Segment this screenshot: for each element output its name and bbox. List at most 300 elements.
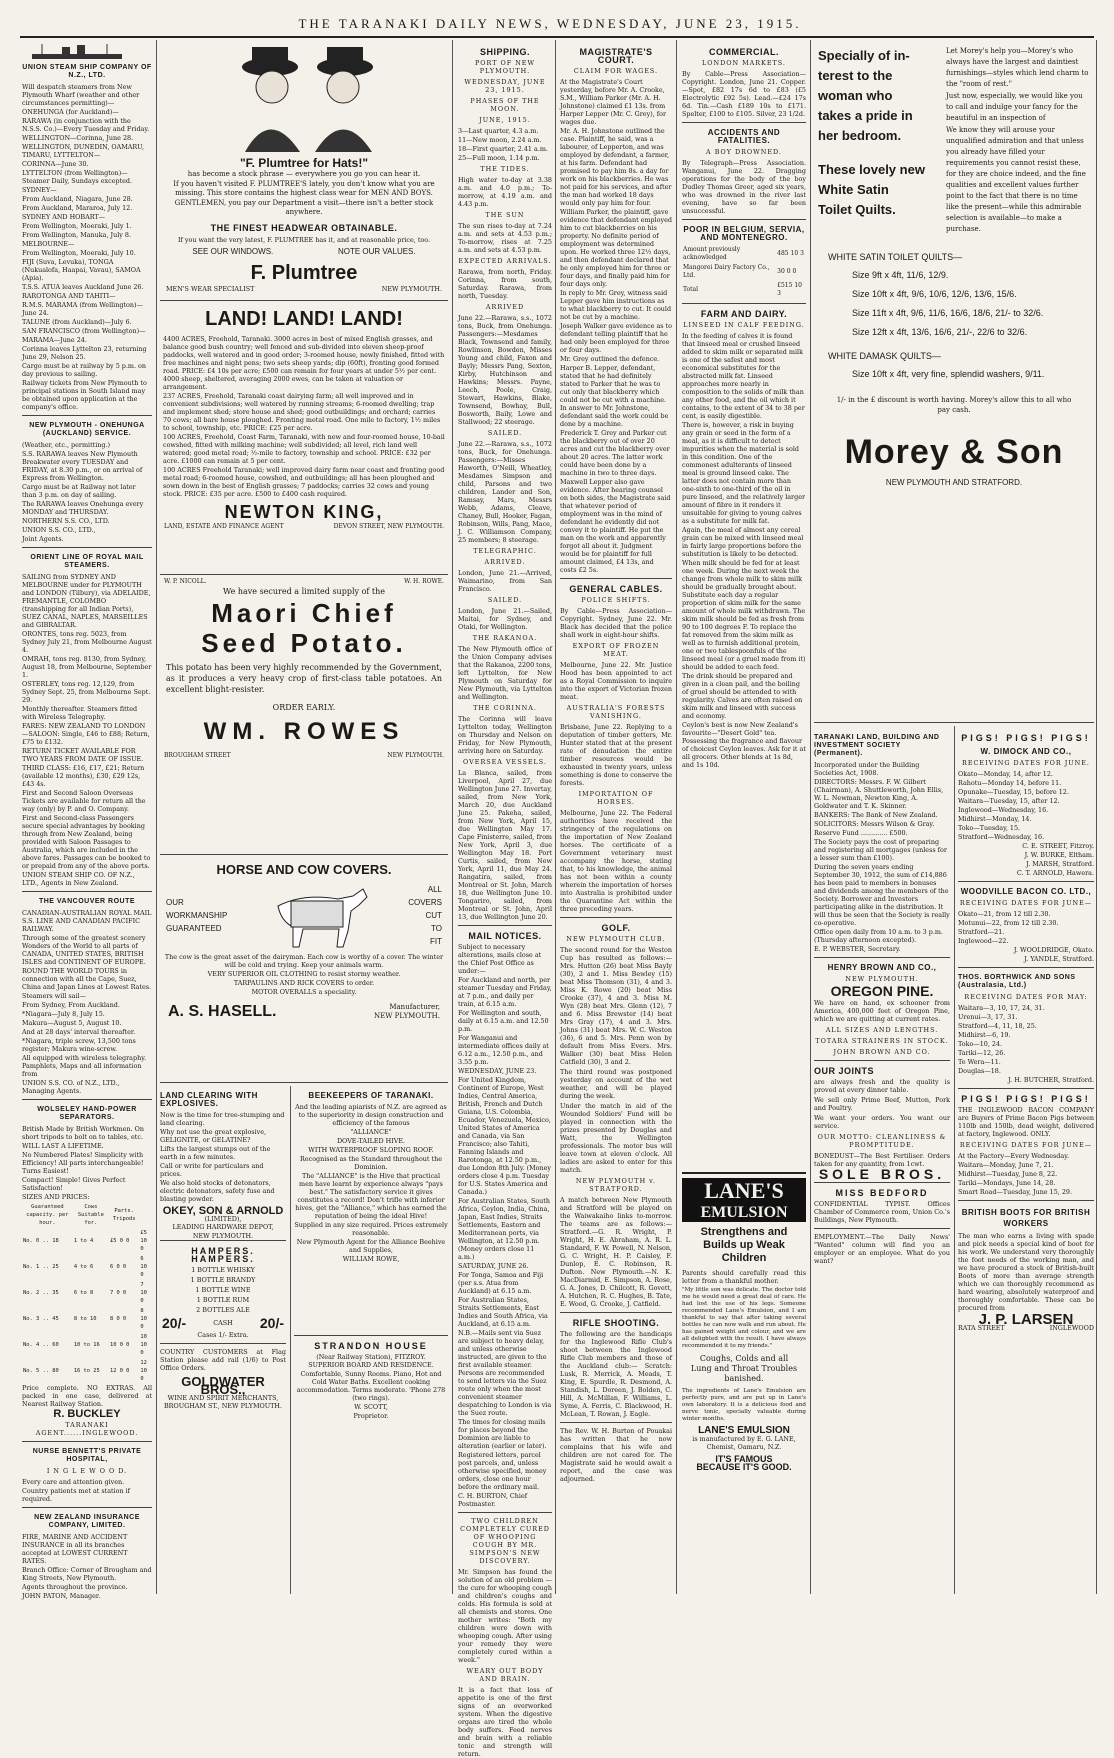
- rowes-town: NEW PLYMOUTH.: [387, 752, 444, 759]
- text-line: LEADING HARDWARE DEPOT,: [172, 1223, 274, 1231]
- text-line: TARPAULINS AND RICK COVERS to order.: [233, 979, 375, 987]
- text-line: Country patients met at station if required.: [22, 1487, 131, 1503]
- morey-left-3: woman who: [818, 88, 893, 103]
- table-cell: No. 3 .. 45: [23, 1316, 59, 1322]
- sole-name: SOLE BROS.: [818, 1166, 946, 1182]
- text-line: Toko—Tuesday, 15.: [958, 824, 1021, 832]
- steamship-icon: [22, 42, 152, 62]
- rifle-text: The following are the handicaps for the Inglewood Rifle Club's shoot between the Inglewood Rifle Club members and those of the Auckland club:— Scratch: Lusk, R. Merrick, A. Meads, T. King, E. Spurdle, R. Desmond, A. Standish, L. Doreen, J. Bolden, C. Hill, A. McMillan, F. Williams, L. Syme, A. Ferris, C. Blackwood, H. McLean, T. Rowan, J. Eagle.: [560, 1330, 672, 1418]
- morey-name: Morey & Son: [844, 433, 1064, 471]
- cable-text: Melbourne, June 22. Mr. Justice Hood has been appointed to act as a Royal Commission to inquire into the export of Victorian frozen meat.: [560, 661, 672, 701]
- court-heading: MAGISTRATE'S COURT.: [579, 47, 653, 65]
- text-line: Reserve Fund ............. £500.: [814, 829, 908, 837]
- table-header-cell: Guaranteed capacity. per hour.: [26, 1204, 69, 1226]
- text-line: BANKERS: The Bank of New Zealand.: [814, 811, 938, 819]
- text-line: Office open daily from 10 a.m. to 3 p.m. (Thursday afternoon excepted).: [814, 928, 943, 944]
- port-date: WEDNESDAY, JUNE 23, 1915.: [464, 78, 546, 94]
- larsen-name: J. P. LARSEN: [978, 1311, 1074, 1328]
- borthwick-agent: J. H. BUTCHER, Stratford.: [1008, 1076, 1094, 1084]
- lanes-footer-name: LANE'S EMULSION: [698, 1425, 790, 1436]
- john-brown: JOHN BROWN AND CO.: [833, 1048, 931, 1056]
- pigs-heading-2: PIGS! PIGS! PIGS!: [961, 1094, 1091, 1104]
- table-row: [682, 281, 806, 299]
- text-line: The cow is the great asset of the dairyman. Each cow is worthy of a cover. The winter will be cold and trying. Keep your animals warm.: [164, 953, 444, 969]
- morey-quilts-heading: WHITE SATIN TOILET QUILTS—: [828, 252, 963, 262]
- text-line: Mr. A. H. Johnstone outlined the case. Plaintiff, he said, was a labourer, of Lepperton, and was employed by defendant, a farmer, at his farm. Defendant had promised to pay him 8s. a day for work on his blackberries. He was not paid for his services, and after the man had worked 18 days would only pay him for four.: [560, 127, 672, 207]
- tele-arrived-text: London, June 21.—Arrived, Waimarino, from San Francisco.: [458, 569, 552, 593]
- lanes-emulsion: EMULSION: [700, 1204, 788, 1221]
- text-line: "ALLIANCE": [350, 1128, 392, 1136]
- arrived-text: June 22.—Rarawa, s.s., 1072 tons, Buck, from Onehunga. Passengers:—Mesdames Black, Townsend and family, Rowlinson, Bowden, Misses Young and child, Faxon and Bayly; Messrs Pang, Sexton, Kirby, Hutchinson and Hawkins; Messrs. Payne, Leech, Poole, Craig, Stewart, Hawkins, Blake, Townsend, Bowhay, Bull, Bosworth, Baily, Lowe and Stallwood; 22 steerage.: [458, 314, 552, 426]
- text-line: JOHN PATON, Manager.: [22, 1592, 101, 1600]
- rowes-right-name: W. H. ROWE.: [404, 578, 444, 585]
- woodville-dates: [958, 910, 1094, 945]
- dimock-agents: [958, 842, 1094, 877]
- column-rule: [452, 40, 453, 1594]
- text-line: For Australian States, Straits Settlements, East Indies and South Africa, via Auckland, at 6.15 a.m.: [458, 1296, 548, 1328]
- text-line: 25—Full moon, 1.14 p.m.: [458, 154, 540, 162]
- sole-text: BONEDUST—The Best Fertiliser. Orders taken for any quantity, from 1cwt.: [814, 1152, 950, 1168]
- text-line: MELBOURNE—: [22, 240, 75, 248]
- rowes-seed-potato: Seed Potato.: [201, 628, 407, 658]
- table-cell: 12 0 0: [109, 1368, 130, 1374]
- table-cell: No. 5 .. 80: [23, 1368, 59, 1374]
- rowes-order: ORDER EARLY.: [272, 703, 336, 712]
- text-line: Will despatch steamers from New Plymouth Wharf (weather and other circumstances permitting)—: [22, 83, 140, 107]
- plumtree-headline: "F. Plumtree for Hats!": [239, 156, 369, 170]
- text-line: 1 BOTTLE BRANDY: [190, 1276, 256, 1284]
- text-line: 11—New moon, 2.24 a.m.: [458, 136, 542, 144]
- poor-table-body: [682, 245, 806, 299]
- cable-heading: EXPORT OF FROZEN MEAT.: [572, 642, 660, 658]
- table-cell: No. 1 .. 25: [23, 1264, 59, 1270]
- sun-heading: THE SUN: [485, 211, 525, 219]
- text-line: Stratford—4, 11, 18, 25.: [958, 1022, 1037, 1030]
- ibc-sub: RECEIVING DATES FOR JUNE—: [959, 1141, 1093, 1149]
- text-line: Okato—21, from 12 till 2.30.: [958, 910, 1051, 918]
- table-cell: No. 4 .. 60: [23, 1342, 59, 1348]
- text-line: Compact! Simple! Gives Perfect Satisfaction!: [22, 1176, 126, 1192]
- text-line: WILL LAST A LIFETIME.: [22, 1142, 104, 1150]
- text-line: Te Wera—11.: [958, 1058, 1001, 1066]
- text-line: Inglewood—22.: [958, 937, 1009, 945]
- text-line: Again, the meal of almost any cereal grain can be mixed with linseed meal in fairly large proportions before the substitution is likely to be detected.: [682, 526, 804, 558]
- borthwick-sub: RECEIVING DATES FOR MAY:: [964, 993, 1088, 1001]
- text-line: Comfortable, Sunny Rooms. Piano, Hot and Cold Water Baths. Excellent cooking accommodation. Terms moderate. 'Phone 278 (two rings).: [296, 1370, 446, 1402]
- okey-sub: (LIMITED),: [204, 1215, 242, 1223]
- cable-text: By Cable—Press Association—Copyright. Sydney, June 22. Mr. Black has decided that the police shall work in eight-hour shifts.: [560, 607, 672, 639]
- phases-heading: PHASES OF THE MOON.: [470, 97, 540, 113]
- text-line: S.S. RARAWA leaves New Plymouth Breakwater every TUESDAY and FRIDAY, at 8.30 p.m., or on arrival of Express from Wellington.: [22, 450, 143, 482]
- table-cell: Amount previously acknowledged: [683, 246, 741, 261]
- table-cell: £5 10 0: [140, 1230, 147, 1252]
- cable-heading: AUSTRALIA'S FORESTS VANISHING.: [566, 704, 666, 720]
- accidents-heading: ACCIDENTS AND FATALITIES.: [707, 128, 781, 145]
- text-line: Toko—10, 24.: [958, 1040, 1003, 1048]
- text-line: Lifts the largest stumps out of the earth in a few minutes.: [160, 1145, 271, 1161]
- text-line: NORTHERN S.S. CO., LTD.: [22, 517, 110, 525]
- tele-arrived-heading: ARRIVED.: [484, 558, 526, 566]
- text-line: (Weather, etc., permitting.): [22, 441, 110, 449]
- text-line: Ceylon's best is now New Zealand's favourite—"Desert Gold" tea. Possessing the fragrance and flavour of choicest Ceylon leaves. Ask for it at all grocers. Other blends at 1s 8d, and 1s 10d.: [682, 721, 806, 769]
- text-line: MOTOR OVERALLS a speciality.: [251, 988, 357, 996]
- golf-text-4: A match between New Plymouth and Stratford will be played on the Waiwakaiho links to-morrow. The teams are as follows:— Stratford.—G. R. Wright, P. Wright, H. E. Abraham, A. R. L. Standard, F. W. Powell, N. Nelson, G. C. Wright, H. P. Caisley, F. Dunlop, E. C. Robinson, R. Dufton. New Plymouth.—N. K. MacDiarmid, E. Simpson, A. Rose, G. A. Jones, D. Chilcott, R. Govett, A. Hutchen, R. C. Hughes, B. Tate, E. Wood, G. Crooke, J. Catfield.: [560, 1196, 672, 1308]
- woodville-name: WOODVILLE BACON CO. LTD.,: [960, 887, 1092, 896]
- column-court-cables: [560, 42, 672, 1592]
- text-line: Registered letters, parcel post parcels, and, unless otherwise specified, money orders, close one hour before the ordinary mail.: [458, 1451, 547, 1491]
- text-line: Mr. Grey outlined the defence.: [560, 355, 660, 363]
- okey-name: OKEY, SON & ARNOLD: [162, 1205, 284, 1217]
- farm-heading: FARM AND DAIRY.: [700, 309, 788, 319]
- phases-list: [458, 127, 552, 162]
- hampers-heading: HAMPERS. HAMPERS.: [191, 1246, 255, 1264]
- text-line: *Niagara—July 8, July 15.: [22, 1010, 105, 1018]
- clearing-list: [160, 1111, 286, 1203]
- text-line: The RARAWA leaves Onehunga every MONDAY and THURSDAY.: [22, 500, 144, 516]
- column-pigs-ads: [958, 728, 1094, 1592]
- text-line: Proprietor.: [353, 1412, 389, 1420]
- text-line: Makura—August 5, August 10.: [22, 1019, 122, 1027]
- text-line: New Plymouth Agent for the Alliance Beehive and Supplies,: [296, 1238, 446, 1254]
- rakanoa-heading: THE RAKANOA.: [472, 634, 538, 642]
- table-cell: 485 10 3: [777, 250, 804, 257]
- text-line: We also hold stocks of detonators, electric detonators, safety fuse and blasting powder.: [160, 1179, 275, 1203]
- text-line: E. P. WEBSTER, Secretary.: [814, 945, 901, 953]
- table-row: [22, 1332, 152, 1358]
- text-line: Now is the time for tree-stumping and land clearing.: [160, 1111, 285, 1127]
- lanes-famous-2: BECAUSE IT'S GOOD.: [696, 1462, 792, 1472]
- text-line: OUR: [166, 897, 184, 907]
- text-line: Stratford—Wednesday, 16.: [958, 833, 1045, 841]
- text-line: has become a stock phrase — everywhere you go you can hear it.: [187, 170, 421, 178]
- nurse-list: [22, 1478, 152, 1503]
- text-line: Cargo must be at railway by 5 p.m. on day previous to sailing.: [22, 362, 147, 378]
- text-line: Harper B. Lepper, defendant, stated that he had definitely stated to Parker that he was to cut only that blackberry which could not be cut with a machine. In answer to Mr. Johnstone, defendant said the work could be done by a machine.: [560, 364, 669, 428]
- golf-sub: NEW PLYMOUTH CLUB.: [566, 935, 666, 943]
- text-line: *Niagara, triple screw, 13,500 tons register; Makura wine-screw.: [22, 1037, 136, 1053]
- text-line: 1 BOTTLE WINE: [195, 1286, 251, 1294]
- ibc-dates: [958, 1152, 1094, 1196]
- column-rule: [290, 1086, 291, 1594]
- text-line: Subject to necessary alterations, mails close at the Chief Post Office as under:—: [458, 943, 542, 975]
- lanes-coughs-1: Coughs, Colds and all: [699, 1354, 789, 1363]
- text-line: RARAWA (in conjunction with the N.S.S. Co.)—Every Tuesday and Friday.: [22, 117, 150, 133]
- boy-heading: A BOY DROWNED.: [706, 148, 782, 156]
- lanes-coughs-2: Lung and Throat Troubles: [690, 1364, 798, 1373]
- text-line: MARAMA—June 24.: [22, 336, 87, 344]
- text-line: Smart Road—Tuesday, June 15, 29.: [958, 1188, 1072, 1196]
- rowes-body: This potato has been very highly recommended by the Government, as it produces a very heavy crop of first-class table potatoes. An excellent blight-resister.: [166, 663, 442, 694]
- text-line: J. WOOLDRIDGE, Okato.: [1013, 946, 1094, 954]
- bee-heading: BEEKEEPERS OF TARANAKI.: [308, 1091, 434, 1100]
- larsen-town: INGLEWOOD: [1049, 1324, 1094, 1332]
- bedford-name: MISS BEDFORD: [835, 1188, 929, 1198]
- morey-left-2: terest to the: [818, 68, 893, 83]
- golf-text-3: Under the match in aid of the Wounded Soldiers' Fund will be played in connection with the prizes presented by Douglas and Watt, the Wellington professionals. The motor bus will leave town at eleven o'clock. All ladies are asked to enter for this match.: [560, 1102, 672, 1174]
- table-cell: 12 10 0: [140, 1360, 147, 1382]
- text-line: Through some of the greatest scenery Wonders of the World to all parts of CANADA, UNITED STATES, BRITISH ISLES and CONTINENT OF EUROPE.: [22, 934, 146, 966]
- linseed-heading: LINSEED IN CALF FEEDING.: [683, 321, 805, 329]
- column-rule: [555, 40, 556, 1594]
- text-line: From Wellington, Moeraki, July 10.: [22, 249, 136, 257]
- text-line: British Made by British Workmen. On short tripods to bolt on to tables, etc.: [22, 1125, 144, 1141]
- corinna-text: The Corinna will leave Lyttelton today, Wellington on Thursday and Nelson on Friday, for New Plymouth, arriving here on Saturday.: [458, 715, 552, 755]
- dimock-sub: RECEIVING DATES FOR JUNE.: [962, 759, 1090, 767]
- masthead: THE TARANAKI DAILY NEWS, WEDNESDAY, JUNE 23, 1915.: [298, 16, 802, 31]
- text-line: 2 BOTTLES ALE: [196, 1306, 250, 1314]
- text-line: Every care and attention given.: [22, 1478, 125, 1486]
- text-line: From Wellington, Moeraki, July 1.: [22, 222, 132, 230]
- arrived-heading: ARRIVED: [485, 303, 525, 311]
- telegraphic-heading: TELEGRAPHIC.: [473, 547, 537, 555]
- rifle-heading: RIFLE SHOOTING.: [572, 1318, 660, 1328]
- text-line: Tariki—12, 26.: [958, 1049, 1006, 1057]
- cables-heading: GENERAL CABLES.: [569, 584, 663, 594]
- nurse-town: I N G L E W O O D.: [46, 1467, 128, 1475]
- table-row: [22, 1306, 152, 1332]
- joints-heading: OUR JOINTS: [814, 1066, 875, 1076]
- morey-right-copy: [942, 42, 1094, 240]
- hampers-price-right: 20/-: [259, 1315, 284, 1331]
- text-line: ALL: [427, 884, 442, 894]
- pigs-heading: PIGS! PIGS! PIGS!: [961, 733, 1091, 743]
- text-line: Stratford—21.: [958, 928, 1005, 936]
- plumtree-name: F. Plumtree: [250, 262, 358, 284]
- text-line: Supplied in any size required. Prices extremely reasonable.: [294, 1221, 448, 1237]
- whooping-heading: TWO CHILDREN COMPLETELY CURED OF WHOOPING COUGH BY MR. SIMPSON'S NEW DISCOVERY.: [460, 1517, 550, 1565]
- morey-damask-heading: WHITE DAMASK QUILTS—: [828, 351, 941, 361]
- column-shipping-news: [458, 42, 553, 1758]
- oregon-text: We have on hand, ex schooner from America, 400,000 feet of Oregon Pine, which we are quitting at current rates.: [814, 999, 950, 1023]
- text-line: If you haven't visited F. PLUMTREE'S lately, you don't know what you are missing. This store contains the highest class wear for MEN AND BOYS.: [173, 180, 435, 197]
- strandon-sub: (Near Railway Station), FITZROY.: [316, 1353, 426, 1361]
- text-line: UNION STEAM SHIP CO. OF N.Z., LTD., Agents in New Zealand.: [22, 871, 135, 887]
- table-cell: 30 0 0: [777, 268, 797, 275]
- land-clearing-advert: [160, 1086, 286, 1240]
- text-line: Joint Agents.: [22, 535, 64, 543]
- hasell-town: NEW PLYMOUTH.: [374, 1012, 440, 1020]
- text-line: William Parker, the plaintiff, gave evidence that defendant employed him to cut blackberries on his property. No definite period of employment was determined upon. He worked three 12½ days, and then defendant declared that he only employed him for three or four days, and finally paid him for four days only.: [560, 208, 672, 288]
- text-line: 1 BOTTLE RUM: [196, 1296, 250, 1304]
- text-line: DIRECTORS: Messrs. F. W. Gilbert (Chairman), A. Shuttleworth, John Ellis, W. L. Newman, Newton King, A. Goldwater and T. K. Skinner.: [814, 778, 944, 810]
- column-rule: [156, 40, 157, 1594]
- phases-sub: JUNE, 1915.: [479, 116, 531, 124]
- text-line: 100 ACRES Freehold Taranaki; well improved dairy farm near coast and fronting good metal road; 6-roomed house, cowshed, and outbuildings; all has been ploughed and sown down in the best of English grasses; 7 paddocks; carries 32 cows and young stock. PRICE: £35 per acre. £500 to £400 cash required.: [163, 466, 445, 498]
- morey-town: NEW PLYMOUTH AND STRATFORD.: [885, 478, 1023, 487]
- goldwater-sub: WINE AND SPIRIT MERCHANTS,: [167, 1394, 279, 1402]
- text-line: WORKMANSHIP: [166, 910, 228, 920]
- text-line: Waitara—Tuesday, 15, after 12.: [958, 797, 1060, 805]
- text-line: FIJI (Suva, Levuka), TONGA (Nukualofa, Haapai, Vavau), SAMOA (Apia).: [22, 258, 141, 282]
- text-line: Frederick T. Grey and Parker cut the blackberry out of over 20 acres and cut the blackberry over about 20 acres. The latter work could have been done by a machine in two to three days.: [560, 429, 670, 477]
- sun-text: The sun rises to-day at 7.24 a.m. and sets at 4.53 p.m.; To-morrow, rises at 7.25 a.m. and sets at 4.53 p.m.: [458, 222, 552, 254]
- text-line: Just now, especially, we would like you to call and indulge your fancy for the beautiful in an inspection of: [946, 92, 1083, 122]
- text-line: Tariki—Mondays, June 14, 28.: [958, 1179, 1056, 1187]
- table-cell: 10 0 0: [109, 1342, 130, 1348]
- table-cell: 1 to 4: [73, 1238, 94, 1244]
- bee-list: [294, 1103, 448, 1263]
- text-line: When milk should be fed for at least one week. During the next week the change from whole milk to skim milk should be gradually brought about. Substitute each day a regular proportion of skim milk for the same amount of whole milk withdrawn. The skim milk should be fed as fresh from 90 to 100 degrees F. To replace the fat removed from the skim milk as well as to furnish additional protein, one or two tablespoonfuls of the linseed meal (or a gruel made from it) should be added to each feed.: [682, 559, 806, 671]
- text-line: DOVE-TAILED HIVE.: [336, 1137, 406, 1145]
- text-line: C. H. BURTON, Chief Postmaster.: [458, 1492, 528, 1508]
- strandon-heading: STRANDON HOUSE: [314, 1341, 428, 1351]
- text-line: FARES: NEW ZEALAND TO LONDON —SALOON: Single, £46 to £88; Return, £75 to £132.: [22, 722, 150, 746]
- cable-heading: IMPORTATION OF HORSES.: [578, 790, 654, 806]
- text-line: WEDNESDAY, JUNE 23.: [458, 1067, 537, 1075]
- golf-text-2: The third round was postponed yesterday on account of the wet weather, and will be played during the week.: [560, 1068, 672, 1100]
- golf-text: The second round for the Weston Cup has resulted as follows:— Mrs. Hutton (26) beat Miss Bayly (30), 2 and 1. Miss Bewley (15) beat Miss Thomson (31), 4 and 3. Miss K. Rowe (20) beat Miss Crooke (37), 4 and 3. Miss M. Wyn (28) beat Mrs. Glenn (12), 7 and 6. Miss Brewster (14) beat Mrs Gray (17), 4 and 3. Mrs. Johns (31) beat Mrs. W. C. Weston (36), 6 and 5. Mrs. Penn won by default from Miss Evers. Mrs. Walker (30) beat Miss Helen Catfield (30), 3 and 2.: [560, 946, 672, 1066]
- lanes-ingredients: The ingredients of Lane's Emulsion are perfectly pure, and are put up in Lane's own laboratory. It is a delicious food and nerve tonic, specially valuable during winter months.: [682, 1388, 806, 1422]
- morey-left-8: Toilet Quilts.: [818, 202, 896, 217]
- land-headline: LAND! LAND! LAND!: [205, 308, 403, 330]
- text-line: WELLINGTON—Corinna, June 28.: [22, 134, 134, 142]
- court-paras: [560, 78, 672, 574]
- text-line: C. T. ARNOLD, Hawera.: [1016, 869, 1094, 877]
- newton-king-land-advert: [160, 304, 448, 575]
- morey-discount: 1/- in the £ discount is worth having. Morey's allow this to all who pay cash.: [836, 396, 1072, 414]
- tides-text: High water to-day at 3.38 a.m. and 4.0 p.m.; To-morrow, at 4.19 a.m. and 4.43 p.m.: [458, 176, 552, 208]
- table-row: [22, 1254, 152, 1280]
- text-line: Inglewood—Wednesday, 16.: [958, 806, 1049, 814]
- masthead-rule: [20, 36, 1094, 38]
- vancouver-heading: THE VANCOUVER ROUTE: [38, 898, 136, 905]
- larsen-street: RATA STREET: [958, 1324, 1005, 1332]
- text-line: WITH WATERPROOF SLOPING ROOF.: [308, 1146, 434, 1154]
- court-sub: CLAIM FOR WAGES.: [573, 67, 659, 75]
- whooping-text: Mr. Simpson has found the solution of an old problem — the cure for whooping cough and children's coughs and colds. His formula is sold at all chemists and stores. One mother writes: "Both my children were down with whooping cough. After using your remedy they were completely cured within a week.": [458, 1568, 552, 1664]
- text-line: And at 28 days' interval thereafter.: [22, 1028, 136, 1036]
- rakanoa-text: The New Plymouth office of the Union Company advises that the Rakanoa, 2200 tons, left Lyttelton, for New Plymouth on Saturday for New Plymouth, via Lyttelton and Wellington.: [458, 645, 553, 701]
- separator-heading: WOLSELEY HAND-POWER SEPARATORS.: [37, 1106, 137, 1121]
- text-line: 237 ACRES, Freehold, Taranaki coast dairying farm; all well improved and in convenient subdivisions; well watered by running streams; 6-roomed dwelling; trap and implement shed; store house and shed; good outbuildings; and orchard; carries 70 cows; all bare house ploughed. Fronting metal road. One mile to factory, 1½ miles to school, township, etc. PRICE: £25 per acre.: [163, 392, 441, 432]
- separator-tail: Price complete. NO EXTRAS. All packed in one case, delivered at Nearest Railway Station.: [22, 1384, 152, 1408]
- text-line: Joseph Walker gave evidence as to defendant telling plaintiff that he had only been employed for three or four days.: [560, 322, 672, 354]
- henry-brown-town: NEW PLYMOUTH.: [845, 975, 919, 983]
- poor-heading: POOR IN BELGIUM, SERVIA, AND MONTENEGRO.: [683, 225, 805, 242]
- table-row: [682, 263, 806, 281]
- column-rule: [676, 40, 677, 1594]
- text-line: VERY SUPERIOR OIL CLOTHING to resist stormy weather.: [207, 970, 401, 978]
- text-line: UNION S.S. CO., LTD.,: [22, 526, 96, 534]
- table-cell: £5 0 0: [109, 1238, 130, 1244]
- text-line: SYDNEY AND HOBART—: [22, 213, 106, 221]
- rowes-name: WM. ROWES: [203, 718, 405, 745]
- hasell-left-words: [166, 897, 227, 936]
- text-line: SATURDAY, JUNE 26.: [458, 1262, 529, 1270]
- plumtree-town: NEW PLYMOUTH.: [381, 285, 442, 293]
- mail-heading: MAIL NOTICES.: [468, 931, 542, 941]
- morey-quilts-advert: [814, 42, 1094, 723]
- woodville-agents: [958, 946, 1094, 963]
- text-line: From Sydney, From Auckland.: [22, 1001, 120, 1009]
- text-line: Railway tickets from New Plymouth to principal stations in South Island may be obtained upon application at the company's office.: [22, 379, 147, 411]
- markets-text: By Cable—Press Association—Copyright. London, June 21. Copper.—Spot, £82 17s 6d to £83 (£5 Electrolytic £92 5s). Lead.—£24 17s 6d. Tin.—Cash £189 10s to £171. Spelter, £100 to £105. Silver, 23 1/2d.: [682, 70, 806, 118]
- text-line: Steamers will sail—: [22, 992, 86, 1000]
- usc-list: [22, 83, 152, 411]
- cables-list: [560, 596, 672, 913]
- table-cell: 4 to 6: [73, 1264, 94, 1270]
- text-line: RAROTONGA AND TAHITI—: [22, 292, 116, 300]
- text-line: Monthly thereafter. Steamers fitted with Wireless Telegraphy.: [22, 705, 138, 721]
- text-line: For Tonga, Samoa and Fiji (per s.s. Atua from Auckland) at 6.15 a.m.: [458, 1271, 544, 1295]
- tlb-list: [814, 761, 950, 953]
- text-line: Urenui—3, 17, 31.: [958, 1013, 1018, 1021]
- text-line: Size 9ft x 4ft, 11/6, 12/9.: [852, 270, 949, 280]
- joints-motto: OUR MOTTO: CLEANLINESS & PROMPTITUDE.: [817, 1133, 947, 1149]
- text-line: From Auckland, Mararoa, July 12.: [22, 204, 133, 212]
- lanes-coughs-3: banished.: [724, 1374, 764, 1383]
- joints-text: are always fresh and the quality is proved at every dinner table.: [814, 1078, 950, 1094]
- lanes-small: Parents should carefully read this letter from a thankful mother.: [682, 1269, 806, 1285]
- mail-list: [458, 943, 552, 1508]
- dimock-dates: [958, 770, 1094, 841]
- weary-heading: WEARY OUT BODY AND BRAIN.: [466, 1667, 544, 1683]
- text-line: Cargo must be at Railway not later than 3 p.m. on day of sailing.: [22, 483, 136, 499]
- text-line: And the leading apiarists of N.Z. are agreed as to the superiority in design construction and efficiency of the famous: [295, 1103, 447, 1127]
- table-header-row: [22, 1202, 152, 1228]
- text-line: First and Second Saloon Overseas Tickets are available for return all the way (only) by P. and O. Company.: [22, 789, 146, 813]
- cable-heading: POLICE SHIFTS.: [581, 596, 651, 604]
- text-line: N.B.—Mails sent via Suez are subject to heavy delay, and unless otherwise instructed, are given to the first available steamer. Persons are recommended to send letters via the Suez route only when the most convenient steamer despatching to London is via the Suez route.: [458, 1329, 552, 1417]
- morey-left-4: takes a pride in: [818, 108, 913, 123]
- text-line: CORINNA—June 30.: [22, 160, 89, 168]
- table-header-cell: Cows Suitable for.: [77, 1204, 104, 1226]
- okey-lines: [160, 1223, 286, 1240]
- text-line: 100 ACRES, Freehold, Coast Farm, Taranaki, with new and four-roomed house, 10-bail cowshed, fitted with milking machine; well subdivided; all level, rich land well watered; good metal road; ½-mile to factory, township and school. PRICE: £32 per acre. £1000 can remain at 5 per cent.: [163, 433, 445, 465]
- table-row: [22, 1280, 152, 1306]
- plumtree-copy: [160, 170, 448, 217]
- morey-sizes: [828, 266, 1080, 341]
- text-line: ROUND THE WORLD TOURS in connection with all the Cape, Suez, China and Japan Lines at Lowest Rates.: [22, 967, 152, 991]
- text-line: Size 12ft x 4ft, 13/6, 16/6, 21/-, 22/6 to 32/6.: [852, 327, 1028, 337]
- text-line: The times for closing mails for places beyond the Dominion are liable to alteration (earlier or later).: [458, 1418, 547, 1450]
- golf-sub-2: NEW PLYMOUTH v. STRATFORD.: [575, 1177, 657, 1193]
- text-line: Motunui—22, from 12 till 2.30.: [958, 919, 1059, 927]
- covered-horse-illustration: [263, 881, 373, 951]
- port-heading: PORT OF NEW PLYMOUTH.: [474, 59, 536, 75]
- sailed-heading: SAILED.: [487, 429, 523, 437]
- poor-fund-table: [682, 245, 806, 299]
- tlb-heading: TARANAKI LAND, BUILDING AND INVESTMENT SOCIETY (Permanent).: [814, 734, 940, 757]
- text-line: R.M.S. MARAMA (from Wellington)—June 24.: [22, 301, 143, 317]
- text-line: J. W. BURKE, Eltham.: [1024, 851, 1094, 859]
- text-line: OSTERLEY, tons reg. 12,129, from Sydney Sept. 25, from Melbourne Sept. 29.: [22, 680, 151, 704]
- plumtree-values: NOTE OUR VALUES.: [337, 247, 416, 256]
- text-line: COVERS: [408, 897, 442, 907]
- lanes-letter: "My little son was delicate. The doctor told me he would need a great deal of care. He had lost the use of his legs. Someone recommended Lane's Emulsion, and I am thankful to say that after taking several bottles he can now walk and run about. He has gained weight and colour, and we are all delighted with the result. I have always recommended it to my friends.": [682, 1287, 806, 1349]
- hampers-price-left: 20/-: [162, 1315, 187, 1331]
- hasell-body: [160, 951, 448, 999]
- tides-heading: THE TIDES.: [480, 165, 530, 173]
- clearing-heading: LAND CLEARING WITH EXPLOSIVES.: [160, 1091, 258, 1108]
- text-line: W. SCOTT,: [354, 1403, 388, 1411]
- table-row: [22, 1228, 152, 1254]
- text-line: UNION S.S. CO. of N.Z., LTD., Managing Agents.: [22, 1079, 120, 1095]
- text-line: Call or write for particulars and prices.: [160, 1162, 264, 1178]
- dimock-name: W. DIMOCK AND CO.,: [980, 747, 1072, 756]
- text-line: LYTTELTON (from Wellington)—Steamer Daily, Sundays excepted.: [22, 169, 133, 185]
- text-line: NEW PLYMOUTH.: [192, 1232, 254, 1240]
- text-line: Midhirst—6, 19.: [958, 1031, 1011, 1039]
- overseas-heading: OVERSEA VESSELS.: [463, 758, 547, 766]
- text-line: Waitara—3, 10, 17, 24, 31.: [958, 1004, 1045, 1012]
- text-line: Midhirst—Monday, 14.: [958, 815, 1032, 823]
- newton-king-street: DEVON STREET, NEW PLYMOUTH.: [333, 523, 444, 530]
- text-line: FIRE, MARINE AND ACCIDENT INSURANCE in all its branches accepted at LOWEST CURRENT RATES.: [22, 1533, 128, 1565]
- text-line: SYDNEY—: [22, 186, 57, 194]
- text-line: SOLICITORS: Messrs Wilson & Gray.: [814, 820, 935, 828]
- text-line: The drink should be prepared and given in a clean pail, and the boiling of gruel should be attended to with regularity. Calves are often raised on skim milk and linseed with success and economy.: [682, 672, 803, 720]
